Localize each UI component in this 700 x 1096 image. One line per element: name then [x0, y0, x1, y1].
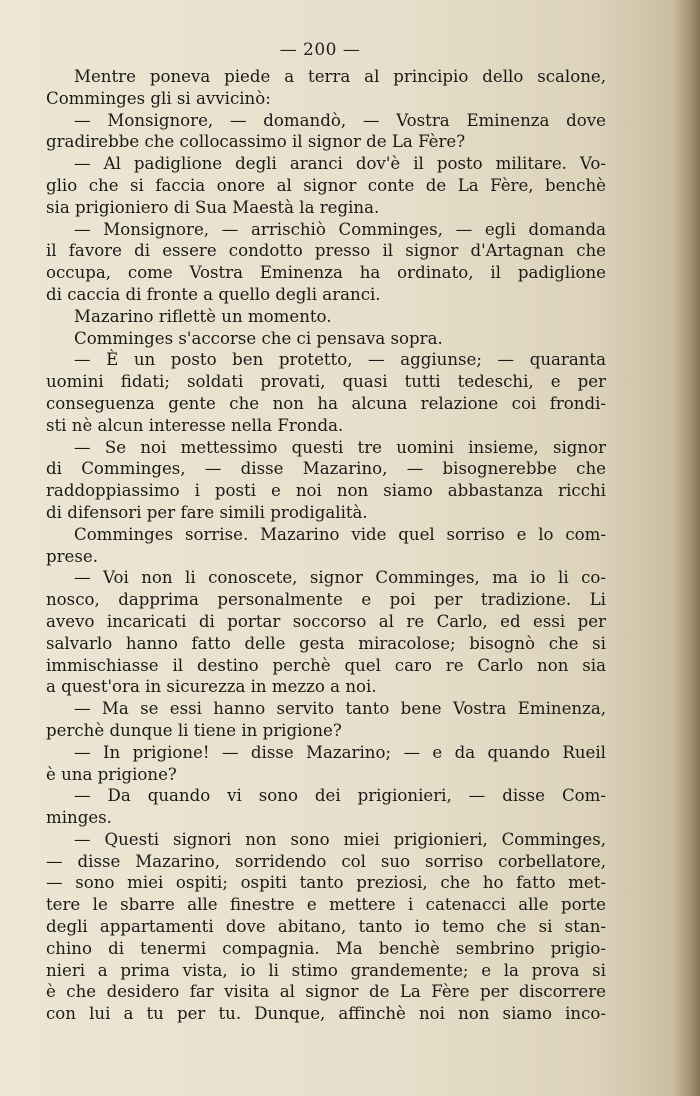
text-line: con lui a tu per tu. Dunque, affinchè noi non siamo inco-	[46, 1004, 606, 1024]
text-line: — In prigione! — disse Mazarino; — e da quando Rueil	[74, 742, 606, 762]
page-edge-shadow	[674, 0, 700, 1096]
text-line: è che desidero far visita al signor de La Fère per discorrere	[46, 982, 606, 1002]
text-line: — disse Mazarino, sorridendo col suo sorriso corbellatore,	[46, 851, 606, 871]
text-line: — Ma se essi hanno servito tanto bene Vostra Eminenza,	[74, 699, 606, 719]
text-line: — Monsignore, — domandò, — Vostra Eminenza dove	[74, 110, 606, 130]
text-line: uomini fidati; soldati provati, quasi tutti tedeschi, e per	[46, 372, 606, 392]
text-line: prese.	[46, 546, 98, 566]
text-line: il favore di essere condotto presso il signor d'Artagnan che	[46, 241, 606, 261]
text-line: — Al padiglione degli aranci dov'è il posto militare. Vo-	[74, 154, 606, 174]
text-line: tere le sbarre alle finestre e mettere i catenacci alle porte	[46, 895, 606, 915]
text-line: salvarlo hanno fatto delle gesta miracolose; bisognò che si	[46, 633, 606, 653]
text-line: è una prigione?	[46, 764, 177, 784]
text-line: minges.	[46, 808, 112, 828]
text-line: di difensori per fare simili prodigalità.	[46, 502, 368, 522]
text-line: Comminges s'accorse che ci pensava sopra.	[74, 328, 443, 348]
text-line: — Questi signori non sono miei prigionieri, Comminges,	[74, 829, 606, 849]
body-text	[46, 66, 606, 1025]
text-line: immischiasse il destino perchè quel caro re Carlo non sia	[46, 655, 606, 675]
text-line: — sono miei ospiti; ospiti tanto preziosi, che ho fatto met-	[46, 873, 606, 893]
text-line: — È un posto ben protetto, — aggiunse; — quaranta	[74, 350, 606, 370]
page-number: — 200 —	[279, 40, 361, 60]
text-line: avevo incaricati di portar soccorso al re Carlo, ed essi per	[46, 611, 606, 631]
text-line: degli appartamenti dove abitano, tanto io temo che si stan-	[46, 917, 606, 937]
text-line: perchè dunque li tiene in prigione?	[46, 720, 342, 740]
text-line: sti nè alcun interesse nella Fronda.	[46, 415, 344, 435]
text-line: glio che si faccia onore al signor conte de La Fère, benchè	[46, 175, 606, 195]
text-line: — Monsignore, — arrischiò Comminges, — egli domanda	[74, 219, 606, 239]
text-line: raddoppiassimo i posti e noi non siamo abbastanza ricchi	[46, 481, 606, 501]
text-line: — Voi non li conoscete, signor Comminges, ma io li co-	[74, 568, 606, 588]
text-line: di caccia di fronte a quello degli aranci.	[46, 284, 381, 304]
text-line: gradirebbe che collocassimo il signor de La Fère?	[46, 132, 466, 152]
text-line: — Se noi mettessimo questi tre uomini insieme, signor	[74, 437, 606, 457]
text-line: a quest'ora in sicurezza in mezzo a noi.	[46, 677, 377, 697]
text-line: nieri a prima vista, io li stimo grandemente; e la prova si	[46, 960, 606, 980]
text-line: Comminges sorrise. Mazarino vide quel sorriso e lo com-	[74, 524, 606, 544]
text-line: Comminges gli si avvicinò:	[46, 88, 271, 108]
text-line: occupa, come Vostra Eminenza ha ordinato, il padiglione	[46, 263, 606, 283]
text-line: di Comminges, — disse Mazarino, — bisognerebbe che	[46, 459, 606, 479]
text-line: Mentre poneva piede a terra al principio dello scalone,	[74, 67, 606, 86]
text-line: chino di tenermi compagnia. Ma benchè sembrino prigio-	[46, 938, 606, 958]
text-line: nosco, dapprima personalmente e poi per tradizione. Li	[46, 590, 606, 610]
text-line: — Da quando vi sono dei prigionieri, — disse Com-	[74, 786, 606, 806]
text-line: sia prigioniero di Sua Maestà la regina.	[46, 197, 380, 217]
text-line: Mazarino riflettè un momento.	[74, 306, 332, 326]
text-line: conseguenza gente che non ha alcuna relazione coi frondi-	[46, 393, 606, 413]
